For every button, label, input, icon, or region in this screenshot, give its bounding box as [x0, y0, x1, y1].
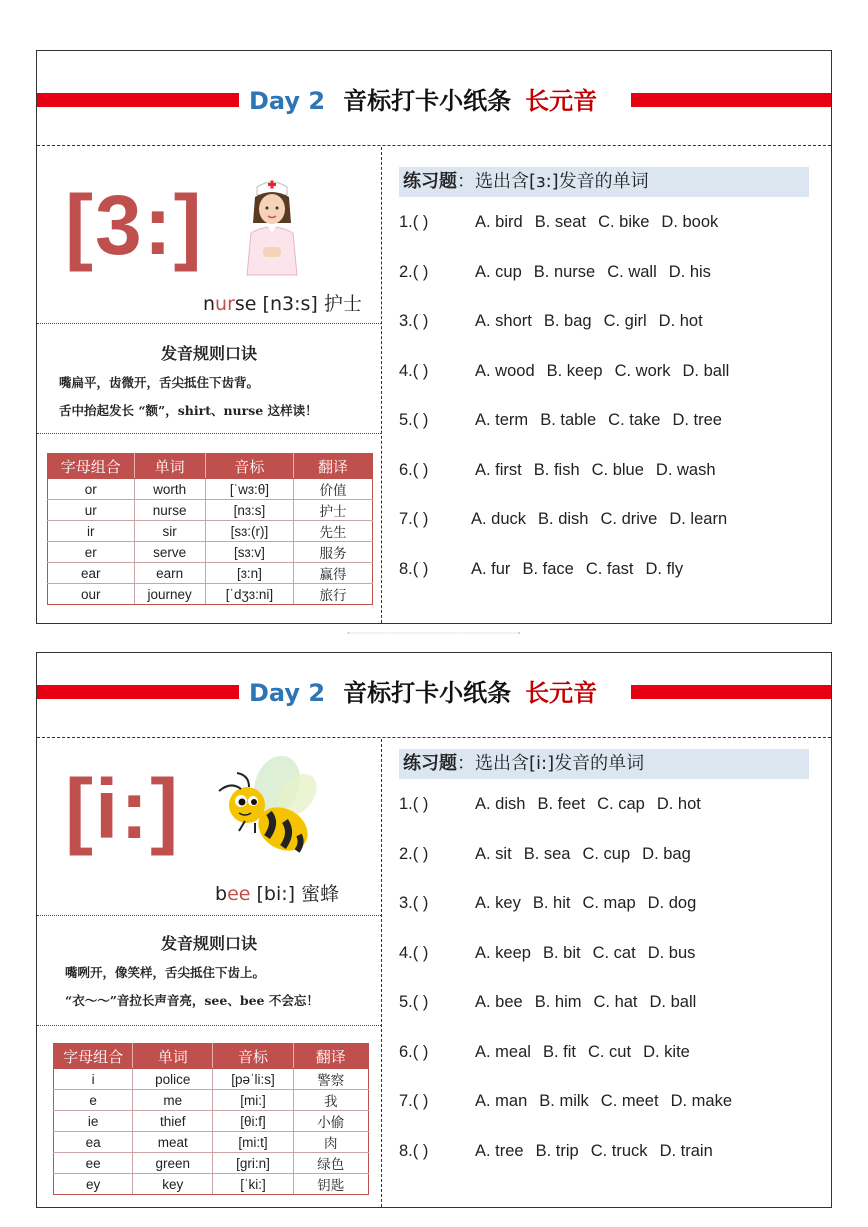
option: D. book — [661, 213, 719, 231]
option: B. hit — [532, 894, 571, 912]
answer-blank[interactable]: 1.( ) — [399, 213, 429, 231]
question-item — [399, 1092, 744, 1111]
option: D. ball — [682, 362, 730, 380]
table-cell: [θi:f] — [213, 1111, 293, 1132]
answer-blank[interactable]: 3.( ) — [399, 312, 429, 330]
option: D. bag — [642, 845, 691, 863]
option: D. hot — [656, 795, 701, 813]
option: C. blue — [591, 461, 644, 479]
answer-blank[interactable]: 6.( ) — [399, 461, 429, 479]
option: C. cap — [597, 795, 645, 813]
table-row — [54, 1069, 369, 1090]
divider — [37, 737, 831, 738]
answer-blank[interactable]: 7.( ) — [399, 1092, 429, 1110]
table-cell: 旅行 — [294, 584, 373, 605]
answer-blank[interactable]: 1.( ) — [399, 795, 429, 813]
question-item — [399, 312, 715, 331]
phoneme-symbol: [3:] — [65, 178, 204, 272]
table-cell: ur — [48, 500, 135, 521]
table-cell: serve — [134, 542, 205, 563]
question-item — [399, 362, 741, 381]
cut-line — [0, 632, 868, 634]
table-cell: thief — [133, 1111, 213, 1132]
option: C. map — [582, 894, 636, 912]
table-cell: journey — [134, 584, 205, 605]
table-cell: [ˈdʒɜ:ni] — [205, 584, 293, 605]
title-text: 音标打卡小纸条 — [343, 679, 512, 707]
table-cell: i — [54, 1069, 133, 1090]
table-cell: ear — [48, 563, 135, 584]
option: A. duck — [471, 510, 527, 528]
table-cell: green — [133, 1153, 213, 1174]
option: C. take — [608, 411, 661, 429]
option: B. fish — [533, 461, 580, 479]
question-item — [399, 1043, 702, 1062]
answer-blank[interactable]: 4.( ) — [399, 944, 429, 962]
option: B. seat — [534, 213, 587, 231]
question-item — [399, 795, 713, 814]
option: B. face — [522, 560, 574, 578]
table-cell: 先生 — [294, 521, 373, 542]
rule-line-1: 嘴咧开，像笑样，舌尖抵住下齿上。 — [65, 965, 266, 980]
option: B. him — [534, 993, 582, 1011]
table-cell: worth — [134, 479, 205, 500]
exercise-prompt: ：选出含[i:]发音的单词 — [457, 753, 645, 774]
table-cell: 绿色 — [293, 1153, 368, 1174]
option: D. learn — [669, 510, 728, 528]
table-cell: key — [133, 1174, 213, 1195]
table-cell: [mi:] — [213, 1090, 293, 1111]
table-row — [48, 479, 373, 500]
table-cell: [pəˈli:s] — [213, 1069, 293, 1090]
title-highlight: 长元音 — [525, 87, 598, 115]
table-cell: [sɜ:(r)] — [205, 521, 293, 542]
table-cell: 护士 — [294, 500, 373, 521]
header-red-bar-right — [631, 93, 831, 107]
column-divider — [381, 147, 382, 623]
table-header-row — [48, 454, 373, 479]
table-row — [54, 1111, 369, 1132]
table-cell: ee — [54, 1153, 133, 1174]
section-divider — [37, 323, 381, 324]
table-cell: 小偷 — [293, 1111, 368, 1132]
question-item — [399, 894, 708, 913]
table-cell: ir — [48, 521, 135, 542]
example-word-caption — [203, 289, 362, 316]
question-item — [399, 560, 695, 579]
table-cell: me — [133, 1090, 213, 1111]
caption-highlight: ee — [227, 883, 251, 905]
table-cell: sir — [134, 521, 205, 542]
table-row — [48, 542, 373, 563]
col-header: 单词 — [133, 1044, 213, 1069]
table-cell: 警察 — [293, 1069, 368, 1090]
phonics-card-1 — [36, 50, 832, 624]
table-row — [48, 563, 373, 584]
divider — [37, 145, 831, 146]
table-cell: [sɜ:v] — [205, 542, 293, 563]
option: A. dish — [475, 795, 526, 813]
answer-blank[interactable]: 8.( ) — [399, 1142, 429, 1160]
option: C. cat — [592, 944, 636, 962]
card-header — [37, 653, 831, 747]
question-item — [399, 461, 728, 480]
table-cell: 我 — [293, 1090, 368, 1111]
table-row — [48, 521, 373, 542]
option: C. work — [614, 362, 671, 380]
answer-blank[interactable]: 7.( ) — [399, 510, 429, 528]
option: C. hat — [593, 993, 638, 1011]
option: B. fit — [542, 1043, 576, 1061]
col-header: 翻译 — [294, 454, 373, 479]
rule-title: 发音规则口诀 — [160, 344, 257, 363]
table-cell: 肉 — [293, 1132, 368, 1153]
col-header: 字母组合 — [54, 1044, 133, 1069]
option: B. sea — [523, 845, 571, 863]
option: C. fast — [585, 560, 634, 578]
option: B. bag — [543, 312, 592, 330]
table-cell: e — [54, 1090, 133, 1111]
section-divider — [37, 1025, 381, 1026]
option: C. wall — [607, 263, 657, 281]
exercise-heading — [399, 749, 809, 779]
option: D. make — [670, 1092, 732, 1110]
exercise-label: 练习题 — [403, 171, 457, 192]
option: D. ball — [649, 993, 697, 1011]
answer-blank[interactable]: 8.( ) — [399, 560, 429, 578]
option: C. truck — [590, 1142, 648, 1160]
caption-pre: b — [215, 883, 228, 905]
question-item — [399, 944, 707, 963]
answer-blank[interactable]: 6.( ) — [399, 1043, 429, 1061]
rule-line-1: 嘴扁平，齿微开，舌尖抵住下齿背。 — [59, 375, 260, 390]
table-cell: ey — [54, 1174, 133, 1195]
question-item — [399, 263, 723, 282]
table-row — [48, 584, 373, 605]
answer-blank[interactable]: 4.( ) — [399, 362, 429, 380]
day-label: Day 2 — [249, 679, 326, 707]
caption-highlight: ur — [215, 293, 235, 315]
rule-title: 发音规则口诀 — [160, 934, 257, 953]
question-item — [399, 993, 708, 1012]
exercise-heading — [399, 167, 809, 197]
answer-blank[interactable]: 2.( ) — [399, 845, 429, 863]
option: D. bus — [647, 944, 696, 962]
table-cell: meat — [133, 1132, 213, 1153]
option: D. train — [659, 1142, 713, 1160]
table-cell: earn — [134, 563, 205, 584]
option: B. dish — [538, 510, 589, 528]
section-divider — [37, 433, 381, 434]
table-row — [48, 500, 373, 521]
table-cell: [ˈwɜ:θ] — [205, 479, 293, 500]
answer-blank[interactable]: 3.( ) — [399, 894, 429, 912]
card-title — [249, 673, 629, 713]
option: C. meet — [600, 1092, 659, 1110]
option: D. dog — [647, 894, 697, 912]
phoneme-symbol: [i:] — [65, 762, 181, 856]
option: B. nurse — [533, 263, 596, 281]
option: A. keep — [475, 944, 531, 962]
header-red-bar-left — [37, 93, 239, 107]
option: A. sit — [475, 845, 512, 863]
option: D. his — [668, 263, 711, 281]
title-highlight: 长元音 — [525, 679, 598, 707]
answer-blank[interactable]: 5.( ) — [399, 993, 429, 1011]
option: D. hot — [658, 312, 703, 330]
rule-line-2: 舌中抬起发长 “额”，shirt、nurse 这样读！ — [59, 403, 318, 418]
option: A. tree — [475, 1142, 524, 1160]
letter-combination-table — [53, 1043, 369, 1195]
caption-post: se [n3:s] 护士 — [234, 293, 362, 315]
option: B. feet — [537, 795, 586, 813]
card-header — [37, 51, 831, 145]
table-row — [54, 1174, 369, 1195]
caption-pre: n — [203, 293, 216, 315]
answer-blank[interactable]: 5.( ) — [399, 411, 429, 429]
option: D. tree — [672, 411, 722, 429]
table-header-row — [54, 1044, 369, 1069]
option: A. cup — [475, 263, 522, 281]
option: A. first — [475, 461, 522, 479]
letter-combination-table — [47, 453, 373, 605]
table-cell: ie — [54, 1111, 133, 1132]
table-cell: police — [133, 1069, 213, 1090]
col-header: 翻译 — [293, 1044, 368, 1069]
header-red-bar-right — [631, 685, 831, 699]
option: A. bird — [475, 213, 523, 231]
title-text: 音标打卡小纸条 — [343, 87, 512, 115]
header-red-bar-left — [37, 685, 239, 699]
question-item — [399, 411, 734, 430]
exercise-label: 练习题 — [403, 753, 457, 774]
table-cell: or — [48, 479, 135, 500]
option: A. fur — [471, 560, 511, 578]
option: C. girl — [603, 312, 647, 330]
option: C. cut — [587, 1043, 632, 1061]
table-cell: er — [48, 542, 135, 563]
table-cell: [ˈki:] — [213, 1174, 293, 1195]
table-cell: our — [48, 584, 135, 605]
col-header: 字母组合 — [48, 454, 135, 479]
table-cell: nurse — [134, 500, 205, 521]
option: A. wood — [475, 362, 535, 380]
option: D. kite — [643, 1043, 690, 1061]
col-header: 音标 — [205, 454, 293, 479]
option: C. cup — [582, 845, 631, 863]
question-item — [399, 510, 739, 529]
option: B. trip — [535, 1142, 579, 1160]
option: B. bit — [542, 944, 581, 962]
example-word-caption — [215, 879, 339, 906]
phonics-card-2 — [36, 652, 832, 1208]
table-cell: [gri:n] — [213, 1153, 293, 1174]
option: A. key — [475, 894, 521, 912]
option: A. short — [475, 312, 532, 330]
option: C. drive — [600, 510, 658, 528]
table-row — [54, 1090, 369, 1111]
option: D. wash — [655, 461, 716, 479]
option: B. keep — [546, 362, 603, 380]
column-divider — [381, 739, 382, 1207]
col-header: 音标 — [213, 1044, 293, 1069]
day-label: Day 2 — [249, 87, 326, 115]
table-cell: [ɜ:n] — [205, 563, 293, 584]
table-row — [54, 1153, 369, 1174]
caption-post: [bi:] 蜜蜂 — [250, 883, 340, 905]
option: A. term — [475, 411, 529, 429]
option: B. table — [540, 411, 597, 429]
option: A. man — [475, 1092, 528, 1110]
table-cell: 服务 — [294, 542, 373, 563]
exercise-prompt: ：选出含[ɜ:]发音的单词 — [457, 171, 649, 192]
option: A. bee — [475, 993, 523, 1011]
option: D. fly — [645, 560, 684, 578]
question-item — [399, 1142, 725, 1161]
table-cell: 赢得 — [294, 563, 373, 584]
option: B. milk — [539, 1092, 589, 1110]
table-cell: ea — [54, 1132, 133, 1153]
col-header: 单词 — [134, 454, 205, 479]
question-item — [399, 213, 730, 232]
table-cell: 价值 — [294, 479, 373, 500]
table-cell: [mi:t] — [213, 1132, 293, 1153]
rule-line-2: “衣～～”音拉长声音亮，see、bee 不会忘！ — [65, 993, 319, 1008]
table-cell: 钥匙 — [293, 1174, 368, 1195]
card-title — [249, 81, 629, 121]
table-cell: [nɜ:s] — [205, 500, 293, 521]
answer-blank[interactable]: 2.( ) — [399, 263, 429, 281]
option: C. bike — [598, 213, 650, 231]
bee-icon — [205, 751, 323, 863]
table-row — [54, 1132, 369, 1153]
question-item — [399, 845, 703, 864]
nurse-icon — [237, 177, 307, 277]
option: A. meal — [475, 1043, 531, 1061]
section-divider — [37, 915, 381, 916]
